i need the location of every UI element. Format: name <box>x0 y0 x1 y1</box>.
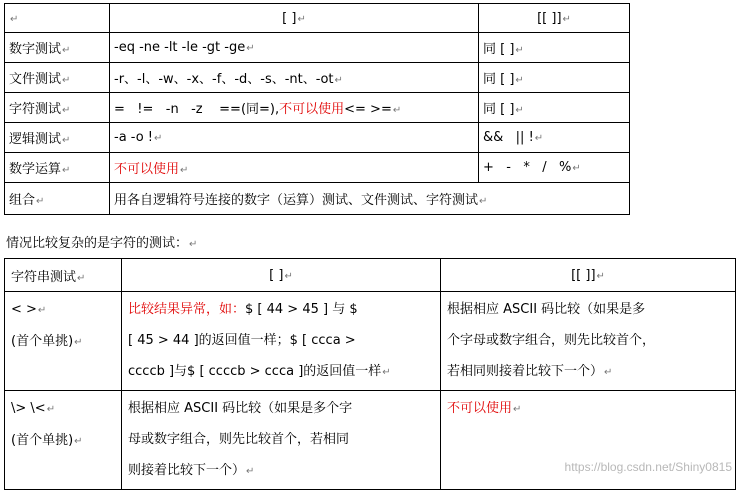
table-row-number-test <box>5 33 630 63</box>
double-bracket-cell: + - * / %↵ <box>479 153 630 183</box>
table-row-logic-test <box>5 123 630 153</box>
table-row-file-test <box>5 63 630 93</box>
row-label: 数字测试↵ <box>5 33 110 63</box>
row-label: 逻辑测试↵ <box>5 123 110 153</box>
double-bracket-cell: && || !↵ <box>479 123 630 153</box>
table-row-escaped-brackets <box>5 391 736 490</box>
header-cell-single-bracket: [ ]↵ <box>110 4 479 33</box>
header-cell-empty: ↵ <box>5 4 110 33</box>
double-bracket-cell: 同 [ ]↵ <box>479 33 630 63</box>
row-label: 组合↵ <box>5 183 110 215</box>
row-label: < >↵ (首个单挑)↵ <box>5 292 122 391</box>
single-bracket-cell: -r、-l、-w、-x、-f、-d、-s、-nt、-ot↵ <box>110 63 479 93</box>
single-bracket-cell: 根据相应 ASCII 码比较（如果是多个字 母或数字组合，则先比较首个，若相同 则接着比较下一个）↵ <box>122 391 441 490</box>
table-row-combination <box>5 183 630 215</box>
not-allowed-note: 不可以使用 <box>279 102 345 117</box>
watermark: https://blog.csdn.net/Shiny0815 <box>564 460 732 474</box>
single-bracket-cell: -a -o !↵ <box>110 123 479 153</box>
string-compare-table <box>4 258 736 490</box>
header-cell-string-test: 字符串测试↵ <box>5 259 122 292</box>
row-label: 文件测试↵ <box>5 63 110 93</box>
abnormal-result-note: 比较结果异常，如： <box>128 302 246 317</box>
single-bracket-cell: 不可以使用↵ <box>110 153 479 183</box>
table-row-string-test <box>5 93 630 123</box>
single-bracket-cell: -eq -ne -lt -le -gt -ge↵ <box>110 33 479 63</box>
table-row-angle-brackets <box>5 292 736 391</box>
combination-cell: 用各自逻辑符号连接的数字（运算）测试、文件测试、字符测试↵ <box>110 183 630 215</box>
table-header-row <box>5 4 630 33</box>
table-row-math <box>5 153 630 183</box>
table-header-row <box>5 259 736 292</box>
not-allowed-note: 不可以使用 <box>114 162 180 177</box>
not-allowed-note: 不可以使用 <box>447 401 513 416</box>
row-label: \> \<↵ (首个单挑)↵ <box>5 391 122 490</box>
row-label: 字符测试↵ <box>5 93 110 123</box>
double-bracket-cell: 同 [ ]↵ <box>479 63 630 93</box>
double-bracket-cell: 不可以使用↵ <box>441 391 736 490</box>
double-bracket-cell: 同 [ ]↵ <box>479 93 630 123</box>
single-bracket-cell: 比较结果异常，如：$ [ 44 > 45 ] 与 $ [ 45 > 44 ]的返回值一样；$ [ ccca > ccccb ]与$ [ ccccb > ccca ]的返回值一样↵ <box>122 292 441 391</box>
row-label: 数学运算↵ <box>5 153 110 183</box>
note-text: 情况比较复杂的是字符的测试：↵ <box>6 236 198 251</box>
header-cell-double-bracket: [[ ]]↵ <box>441 259 736 292</box>
test-operators-table <box>4 3 630 215</box>
header-cell-double-bracket: [[ ]]↵ <box>479 4 630 33</box>
single-bracket-cell: = != -n -z ==(同=),不可以使用<= >=↵ <box>110 93 479 123</box>
header-cell-single-bracket: [ ]↵ <box>122 259 441 292</box>
double-bracket-cell: 根据相应 ASCII 码比较（如果是多 个字母或数字组合，则先比较首个， 若相同则接着比较下一个）↵ <box>441 292 736 391</box>
